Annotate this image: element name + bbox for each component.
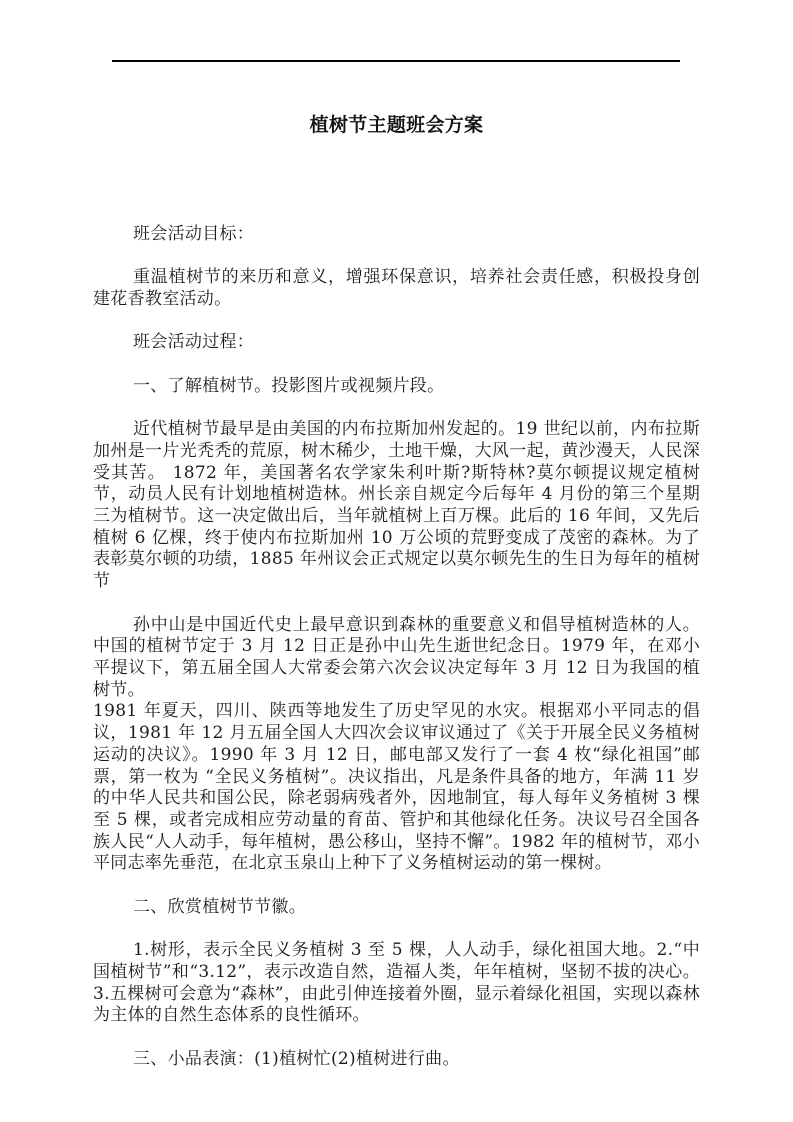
header-rule-divider [112,60,680,62]
paragraph: 孙中山是中国近代史上最早意识到森林的重要意义和倡导植树造林的人。中国的植树节定于 3 月 12 日正是孙中山先生逝世纪念日。1979 年，在邓小平提议下，第五届全国人大常委会第六次会议决定每年 3 月 12 日为我国的植树节。 [93,614,700,700]
document-body [93,224,700,1070]
paragraph: 1981 年夏天，四川、陕西等地发生了历史罕见的水灾。根据邓小平同志的倡议，1981 年 12 月五届全国人大四次会议审议通过了《关于开展全民义务植树运动的决议》。1990 年 3 月 12 日，邮电部又发行了一套 4 枚“绿化祖国”邮票，第一枚为 “全民义务植树”。决议指出，凡是条件具备的地方，年满 11 岁的中华人民共和国公民，除老弱病残者外，因地制宜，每人每年义务植树 3 棵至 5 棵，或者完成相应劳动量的育苗、管护和其他绿化任务。决议号召全国各族人民“人人动手，每年植树，愚公移山，坚持不懈”。1982 年的植树节，邓小平同志率先垂范，在北京玉泉山上种下了义务植树运动的第一棵树。 [93,701,700,874]
paragraph: 1.树形，表示全民义务植树 3 至 5 棵，人人动手，绿化祖国大地。2.“中国植树节”和“3.12”，表示改造自然，造福人类，年年植树，坚韧不拔的决心。3.五棵树可会意为“森林”，由此引伸连接着外圈，显示着绿化祖国，实现以森林为主体的自然生态体系的良性循环。 [93,940,700,1026]
paragraph: 班会活动过程： [133,332,255,353]
paragraph: 三、小品表演：(1)植树忙(2)植树进行曲。 [133,1048,460,1069]
paragraph: 班会活动目标： [133,224,255,244]
paragraph: 近代植树节最早是由美国的内布拉斯加州发起的。19 世纪以前，内布拉斯加州是一片光秃秃的荒原，树木稀少，土地干燥，大风一起，黄沙漫天，人民深受其苦。 1872 年，美国著名农学家朱利叶斯?斯特林?莫尔顿提议规定植树节，动员人民有计划地植树造林。州长亲自规定今后每年 4 月份的第三个星期三为植树节。这一决定做出后，当年就植树上百万棵。此后的 16 年间，又先后植树 6 亿棵，终于使内布拉斯加州 10 万公顷的荒野变成了茂密的森林。为了表彰莫尔顿的功绩，1885 年州议会正式规定以莫尔顿先生的生日为每年的植树节 [93,419,700,592]
paragraph: 二、欣赏植树节节徽。 [133,896,306,917]
paragraph: 一、了解植树节。投影图片或视频片段。 [133,375,445,396]
document-title: 植树节主题班会方案 [309,114,484,136]
paragraph: 重温植树节的来历和意义，增强环保意识，培养社会责任感，积极投身创建花香教室活动。 [93,267,700,310]
